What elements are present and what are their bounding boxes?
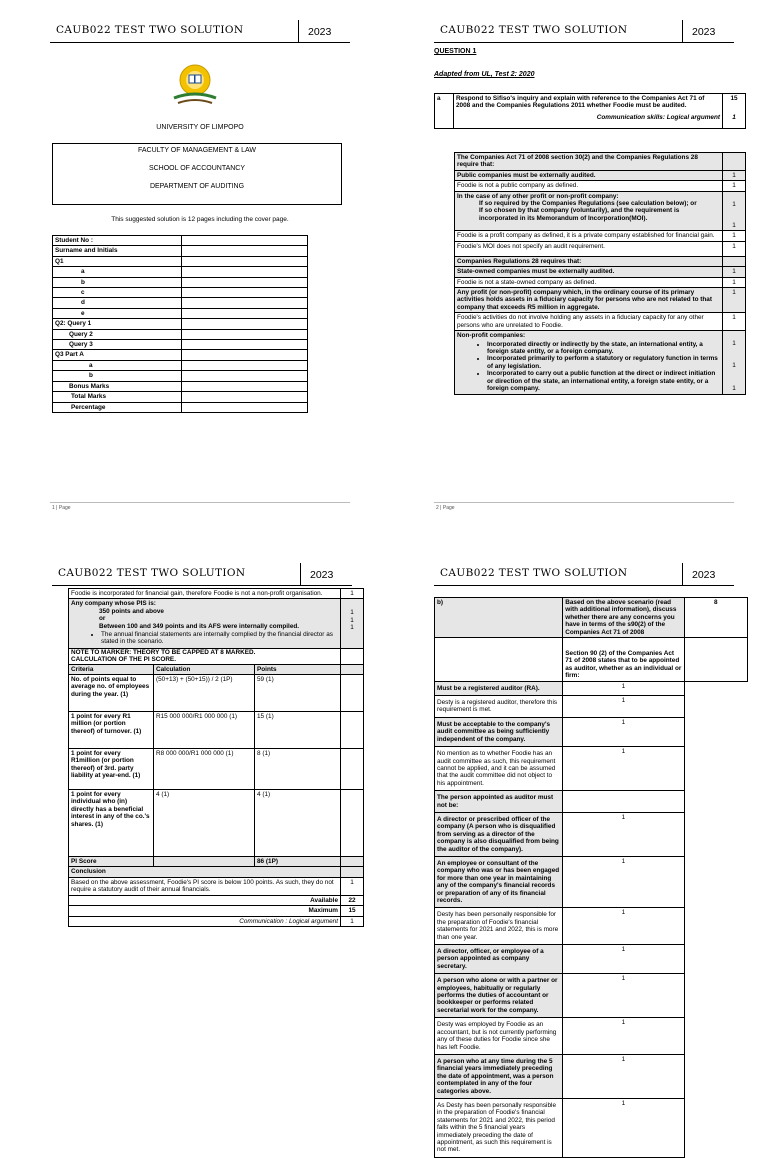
- auditor-row-text: No mention as to whether Foodie has an audit committee as such, this requirement cannot be applied, and it can be assumed that the audit committee did not object to his appointment.: [435, 747, 563, 791]
- answer-row: In the case of any other profit or non-profit company:: [457, 192, 619, 200]
- question-label: b): [435, 598, 563, 638]
- bullet-item: • The annual financial statements are internally complied by the financial director as stated in the scenario.: [101, 631, 338, 646]
- pi-cell-criteria: 1 point for every R1million (or portion thereof) of 3rd. party liability at year-end. (1): [69, 749, 154, 790]
- page-number: 1 | Page: [52, 505, 71, 511]
- marks-row: [53, 340, 308, 350]
- pi-cell-points: 59 (1): [255, 675, 341, 712]
- marks-row: [53, 298, 308, 308]
- pi-cell-calc: 4 (1): [154, 790, 255, 857]
- col-points: Points: [255, 664, 341, 674]
- marks-row-value[interactable]: [182, 288, 308, 298]
- department-name: DEPARTMENT OF AUDITING: [149, 183, 245, 190]
- marks-row: [53, 329, 308, 339]
- marks-row: [53, 267, 308, 277]
- marks-row-label: Q3 Part A: [53, 350, 182, 360]
- answer-intro: The Companies Act 71 of 2008 section 30(2) and the Companies Regulations 28 require that:: [455, 153, 723, 171]
- marks-row-value[interactable]: [182, 381, 308, 391]
- pi-cell-calc: R15 000 000/R1 000 000 (1): [154, 712, 255, 749]
- answer-row: Foodie is not a state-owned company as defined.: [455, 277, 723, 287]
- pi-answer-table: Foodie is incorporated for financial gain, therefore Foodie is not a non-profit organisation. 1 Any company whose PIS is: 350 points and above or Between 100 and 349 points and its AFS were internally compiled. • The annual financial statements are internally complied by the financial director as stated in the scenario. 1 1 1 NOTE TO MARKER: THEORY TO BE CAPPED AT 8 MARKED. CALCULATION OF THE PI SCORE. Criteria Calculation Points No. of points equal to average no. of employees during the year. (1) (50+13) + (50+15)) / 2 (1P) 59 (1) 1 point for every R1 million (or portion thereof) of turnover. (1) R15 000 000/R1 000 000 (1) 15 (1) 1 point for every R1million (or portion thereof) of 3rd. party liability at year-end. (1) R8 000 000/R1 000 000 (1) 8 (1) 1 point for every individual who (in) directly has a beneficial interest in any of the co.'s shares. (1) 4 (1) 4 (1) PI Score 86 (1P) Conclusion Based on the above assessment, Foodie's PI score is below 100 points. As such, they do not require a statutory audit of their annual financials. 1 Available 22 Maximum 15 Communication : Logical argument 1: [68, 588, 364, 927]
- answer-row: Any company whose PIS is:: [71, 600, 156, 608]
- marks-row-value[interactable]: [182, 360, 308, 370]
- marks-row: [53, 288, 308, 298]
- auditor-row: Must be acceptable to the company's audit committee as being sufficiently independent of the company. 1: [435, 717, 748, 746]
- header-title: CAUB022 TEST TWO SOLUTION: [440, 567, 628, 579]
- marks-row-value[interactable]: [182, 256, 308, 266]
- marks-row-value[interactable]: [182, 329, 308, 339]
- marks-row: [53, 319, 308, 329]
- answer-row: Foodie's MOI does not specify an audit requirement.: [455, 241, 723, 256]
- auditor-row: A director or prescribed officer of the company (A person who is disqualified from serving as a director of the company is also disqualified from being the auditor of the company). 1: [435, 812, 748, 856]
- marks-row-label: b: [53, 277, 182, 287]
- answer-row: Non-profit companies:: [457, 332, 526, 340]
- marks-row: [53, 308, 308, 318]
- header-year: 2023: [310, 569, 334, 581]
- marks-row-label: e: [53, 308, 182, 318]
- auditor-row: No mention as to whether Foodie has an audit committee as such, this requirement cannot be applied, and it can be assumed that the audit committee did not object to his appointment. 1: [435, 747, 748, 791]
- answer-intro: Section 90 (2) of the Companies Act 71 of 2008 states that to be appointed as auditor, whether as an individual or firm:: [563, 638, 684, 682]
- bullet-item: • Incorporated directly or indirectly by the state, an international entity, a foreign state entity, or a foreign company.: [487, 341, 720, 356]
- header-title: CAUB022 TEST TWO SOLUTION: [56, 24, 244, 36]
- marks-row-label: Bonus Marks: [53, 381, 182, 391]
- communication-mark: 1: [732, 114, 736, 122]
- marks-row-value[interactable]: [182, 319, 308, 329]
- university-logo: [166, 60, 224, 110]
- maximum-label: Maximum: [69, 906, 341, 916]
- auditor-row: Desty was employed by Foodie as an accountant, but is not currently performing any of these duties for Foodie since she has left Foodie. 1: [435, 1018, 748, 1055]
- question-text: Based on the above scenario (read with additional information), discuss whether there are any concerns you have in terms of the s90(2) of the Companies Act 71 of 2008: [563, 598, 684, 638]
- auditor-table: [434, 597, 748, 1158]
- faculty-box: [52, 143, 342, 205]
- pi-cell-criteria: 1 point for every individual who (in) directly has a beneficial interest in any of the co.'s shares. (1): [69, 790, 154, 857]
- auditor-row-text: The person appointed as auditor must not be:: [435, 791, 563, 813]
- question-table: [434, 93, 746, 129]
- auditor-row: A director, officer, or employee of a person appointed as company secretary. 1: [435, 945, 748, 974]
- question-marks: 15: [730, 95, 738, 102]
- marks-row-label: Q2: Query 1: [53, 319, 182, 329]
- page-number: 2 | Page: [436, 505, 455, 511]
- pi-row: [69, 749, 364, 790]
- pi-row: [69, 790, 364, 857]
- auditor-row-text: A person who alone or with a partner or employees, habitually or regularly performs the duties of accountant or bookkeeper or performs related secretarial work for the company.: [435, 974, 563, 1018]
- marks-row-label: d: [53, 298, 182, 308]
- auditor-row: A person who alone or with a partner or employees, habitually or regularly performs the duties of accountant or bookkeeper or performs related secretarial work for the company. 1: [435, 974, 748, 1018]
- pi-cell-criteria: No. of points equal to average no. of employees during the year. (1): [69, 675, 154, 712]
- marks-row-value[interactable]: [182, 392, 308, 402]
- answer-table: The Companies Act 71 of 2008 section 30(2) and the Companies Regulations 28 require that: Public companies must be externally audited. 1 Foodie is not a public company as defined. 1 In the case of any other profit or non-profit company: If so required by the Companies Regulations (see calculation below); or If so chosen by that company (voluntarily), and the requirement is incorporated in its Memorandum of Incorporation(MOI). 1 1 Foodie is a profit company as defined, it is a private company established for financial gain. 1 Foodie's MOI does not specify an audit requirement. 1 Companies Regulations 28 requires that: State-owned companies must be externally audited. 1 Foodie is not a state-owned company as defined. 1 Any profit (or non-profit) company which, in the ordinary course of its primary activities holds assets in a fiduciary capacity for persons who are not related to that company that exceeds R5 million in aggregate. 1 Foodie's activities do not involve holding any assets in a fiduciary capacity for any other persons who are unrelated to Foodie. 1 Non-profit companies: • Incorporated directly or indirectly by the state, an international entity, a foreign state entity, or a foreign company. • Incorporated primarily to perform a statutory or regulatory function in terms of any legislation. • Incorporated to carry out a public function at the direct or indirect initiation or direction of the state, an international entity, a foreign state entity, or a foreign company. 1 1 1: [454, 152, 746, 395]
- page-header: [434, 563, 734, 587]
- auditor-row-text: Must be a registered auditor (RA).: [435, 681, 563, 695]
- page-header: [52, 563, 352, 587]
- marks-row: [53, 360, 308, 370]
- page-3: [52, 563, 356, 1024]
- marks-row-label: Query 2: [53, 329, 182, 339]
- header-year: 2023: [308, 26, 332, 38]
- answer-row: Public companies must be externally audited.: [455, 170, 723, 180]
- auditor-row-text: Desty is a registered auditor, therefore this requirement is met.: [435, 696, 563, 718]
- question-label: a: [435, 94, 454, 129]
- marks-row-label: c: [53, 288, 182, 298]
- answer-subrow: If so chosen by that company (voluntarily), and the requirement is incorporated in its Memorandum of Incorporation(MOI).: [479, 207, 680, 222]
- marks-row-value[interactable]: [182, 267, 308, 277]
- auditor-row: As Desty has been personally responsible in the preparation of Foodie's financial statements for 2021 and 2022, this period falls within the 5 financial years immediately preceding the date of appointment, as such this requirement is not met. 1: [435, 1098, 748, 1157]
- marks-row: [53, 256, 308, 266]
- marker-note: NOTE TO MARKER: THEORY TO BE CAPPED AT 8 MARKED.: [71, 648, 256, 656]
- page-4: [434, 563, 734, 1154]
- page-header: [434, 20, 734, 44]
- auditor-row-text: Desty was employed by Foodie as an accountant, but is not currently performing any of these duties for Foodie since she has left Foodie.: [435, 1018, 563, 1055]
- faculty-name: FACULTY OF MANAGEMENT & LAW: [138, 147, 256, 154]
- auditor-row: [435, 791, 748, 813]
- marks-row-label: Percentage: [53, 402, 182, 412]
- header-year: 2023: [692, 569, 716, 581]
- header-title: CAUB022 TEST TWO SOLUTION: [58, 567, 246, 579]
- available-value: 22: [341, 895, 364, 905]
- marks-row: [53, 246, 308, 256]
- answer-row: Foodie's activities do not involve holding any assets in a fiduciary capacity for any other persons who are unrelated to Foodie.: [455, 313, 723, 331]
- marks-row-value[interactable]: [182, 246, 308, 256]
- marks-row: [53, 392, 308, 402]
- marks-row-label: a: [53, 360, 182, 370]
- auditor-row-text: A director, officer, or employee of a person appointed as company secretary.: [435, 945, 563, 974]
- marks-row-label: b: [53, 371, 182, 381]
- question-text: Respond to Sifiso's inquiry and explain with reference to the Companies Act 71 of 2008 and the Companies Regulations 2011 whether Foodie must be audited.: [456, 95, 705, 110]
- pi-score-label: PI Score: [69, 857, 154, 867]
- answer-row: Foodie is not a public company as defined.: [455, 181, 723, 191]
- page-header: [50, 20, 350, 44]
- answer-row: State-owned companies must be externally audited.: [455, 267, 723, 277]
- answer-row: Any profit (or non-profit) company which, in the ordinary course of its primary activities holds assets in a fiduciary capacity for persons who are not related to that company that exceeds R5 million in aggregate.: [455, 288, 723, 313]
- auditor-row: Desty has been personally responsible for the preparation of Foodie's financial statements for 2021 and 2022, this is more than one year. 1: [435, 908, 748, 945]
- auditor-row-text: As Desty has been personally responsible in the preparation of Foodie's financial statements for 2021 and 2022, this period falls within the 5 financial years immediately preceding the date of appointment, as such this requirement is not met.: [435, 1098, 563, 1157]
- calc-heading: CALCULATION OF THE PI SCORE.: [71, 656, 176, 664]
- auditor-row: A person who at any time during the 5 financial years immediately preceding the date of appointment, was a person contemplated in any of the four categories above. 1: [435, 1054, 748, 1098]
- marks-row: [53, 371, 308, 381]
- marks-row-label: Student No :: [53, 236, 182, 246]
- auditor-row-text: An employee or consultant of the company who was or has been engaged for more than one year in maintaining any of the company's financial records or preparation of any of its financial records.: [435, 856, 563, 907]
- header-year: 2023: [692, 26, 716, 38]
- conclusion-text: Based on the above assessment, Foodie's PI score is below 100 points. As such, they do not require a statutory audit of their annual financials.: [69, 877, 341, 895]
- pi-cell-points: 15 (1): [255, 712, 341, 749]
- auditor-row: Desty is a registered auditor, therefore this requirement is met. 1: [435, 696, 748, 718]
- marks-row: [53, 350, 308, 360]
- auditor-row-text: A director or prescribed officer of the company (A person who is disqualified from serving as a director of the company is also disqualified from being the auditor of the company).: [435, 812, 563, 856]
- maximum-value: 15: [341, 906, 364, 916]
- header-title: CAUB022 TEST TWO SOLUTION: [440, 24, 628, 36]
- conclusion-heading: Conclusion: [69, 867, 341, 877]
- bullet-item: • Incorporated primarily to perform a statutory or regulatory function in terms of any legislation.: [487, 355, 720, 370]
- marks-row-label: Surname and Initials: [53, 246, 182, 256]
- pi-cell-calc: (50+13) + (50+15)) / 2 (1P): [154, 675, 255, 712]
- marks-row-value[interactable]: [182, 236, 308, 246]
- auditor-row-text: A person who at any time during the 5 financial years immediately preceding the date of appointment, was a person contemplated in any of the four categories above.: [435, 1054, 563, 1098]
- pi-cell-calc: R8 000 000/R1 000 000 (1): [154, 749, 255, 790]
- auditor-row: Must be a registered auditor (RA). 1: [435, 681, 748, 695]
- marks-row-label: Total Marks: [53, 392, 182, 402]
- marks-row: [53, 236, 308, 246]
- adapted-source: Adapted from UL, Test 2: 2020: [434, 71, 535, 78]
- marks-row-label: Query 3: [53, 340, 182, 350]
- page-2: [434, 20, 738, 520]
- page-1: [50, 20, 350, 520]
- pi-row: [69, 675, 364, 712]
- auditor-row-text: Must be acceptable to the company's audit committee as being sufficiently independent of the company.: [435, 717, 563, 746]
- marks-row: [53, 402, 308, 412]
- col-criteria: Criteria: [69, 664, 154, 674]
- marks-row-value[interactable]: [182, 371, 308, 381]
- question-heading: QUESTION 1: [434, 48, 477, 55]
- pi-cell-points: 8 (1): [255, 749, 341, 790]
- answer-row: Foodie is incorporated for financial gain, therefore Foodie is not a non-profit organisation.: [69, 589, 341, 599]
- col-calculation: Calculation: [154, 664, 255, 674]
- marks-row-value[interactable]: [182, 340, 308, 350]
- school-name: SCHOOL OF ACCOUNTANCY: [148, 165, 246, 172]
- available-label: Available: [69, 895, 341, 905]
- marks-row-value[interactable]: [182, 350, 308, 360]
- marks-table: [52, 235, 308, 413]
- question-marks: 8: [684, 598, 747, 638]
- marks-row-value[interactable]: [182, 277, 308, 287]
- marks-row: [53, 277, 308, 287]
- bullet-item: • Incorporated to carry out a public function at the direct or indirect initiation or direction of the state, an international entity, a foreign state entity, or a foreign company.: [487, 370, 720, 392]
- solution-note: This suggested solution is 12 pages including the cover page.: [111, 216, 289, 223]
- marks-row: [53, 381, 308, 391]
- auditor-row: An employee or consultant of the company who was or has been engaged for more than one year in maintaining any of the company's financial records or preparation of any of its financial records. 1: [435, 856, 748, 907]
- marks-row-label: Q1: [53, 256, 182, 266]
- pi-cell-points: 4 (1): [255, 790, 341, 857]
- communication-note: Communication : Logical argument: [69, 916, 341, 926]
- answer-row: Foodie is a profit company as defined, it is a private company established for financial gain.: [455, 231, 723, 241]
- marks-row-value[interactable]: [182, 298, 308, 308]
- marks-row-value[interactable]: [182, 402, 308, 412]
- pi-score-value: 86 (1P): [255, 857, 341, 867]
- university-name: UNIVERSITY OF LIMPOPO: [156, 124, 244, 131]
- pi-row: [69, 712, 364, 749]
- answer-subrow: If so required by the Companies Regulations (see calculation below); or: [479, 200, 697, 208]
- marks-row-value[interactable]: [182, 308, 308, 318]
- pi-cell-criteria: 1 point for every R1 million (or portion thereof) of turnover. (1): [69, 712, 154, 749]
- marks-row-label: a: [53, 267, 182, 277]
- auditor-row-text: Desty has been personally responsible for the preparation of Foodie's financial statements for 2021 and 2022, this is more than one year.: [435, 908, 563, 945]
- answer-row: Companies Regulations 28 requires that:: [455, 256, 723, 266]
- communication-note: Communication skills: Logical argument: [596, 113, 720, 121]
